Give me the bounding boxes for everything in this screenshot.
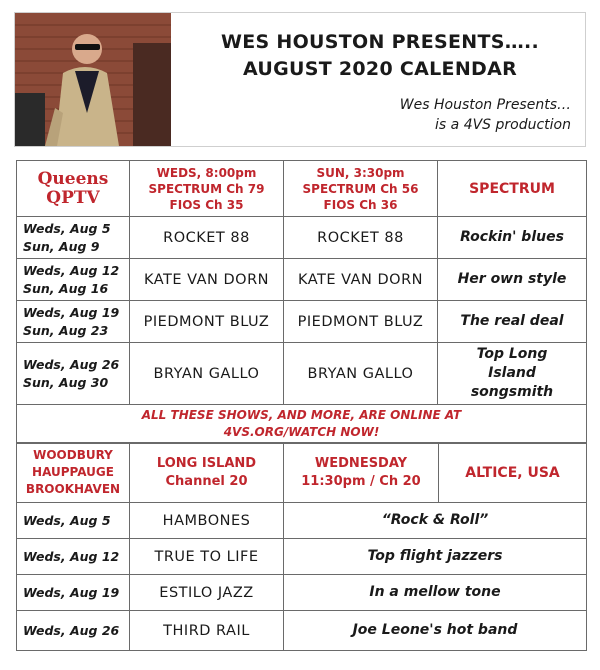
date-line: Weds, Aug 26 xyxy=(23,356,120,372)
date-line: Sun, Aug 16 xyxy=(23,280,109,296)
date-line: Sun, Aug 23 xyxy=(23,322,109,338)
slot-line: FIOS Ch 36 xyxy=(323,197,398,212)
desc-cell xyxy=(438,343,587,405)
show-cell: BRYAN GALLO xyxy=(130,343,284,405)
queens-header-row xyxy=(17,161,587,217)
header xyxy=(14,12,586,147)
table-row xyxy=(17,343,587,405)
host-photo xyxy=(15,13,171,146)
slot-line: SPECTRUM Ch 56 xyxy=(302,181,419,196)
show-cell: THIRD RAIL xyxy=(130,611,284,651)
show-cell: PIEDMONT BLUZ xyxy=(130,301,284,343)
show-cell: ROCKET 88 xyxy=(130,217,284,259)
date-cell xyxy=(17,217,130,259)
sun-slot-header xyxy=(284,161,438,217)
credit-line-2: is a 4VS production xyxy=(435,117,571,133)
table-row xyxy=(17,539,587,575)
date-line: Sun, Aug 30 xyxy=(23,374,109,390)
date-line: Weds, Aug 5 xyxy=(23,220,111,236)
desc-cell: “Rock & Roll” xyxy=(284,503,587,539)
spectrum-header: SPECTRUM xyxy=(438,161,587,217)
online-notice xyxy=(17,405,587,444)
show-cell: KATE VAN DORN xyxy=(284,259,438,301)
desc-cell: Her own style xyxy=(438,259,587,301)
title-line-1: WES HOUSTON PRESENTS….. xyxy=(220,31,540,53)
desc-cell: Joe Leone's hot band xyxy=(284,611,587,651)
station-line: QPTV xyxy=(46,187,100,208)
date-line: Weds, Aug 19 xyxy=(23,304,120,320)
slot-line: WEDS, 8:00pm xyxy=(156,165,257,180)
table-row xyxy=(17,301,587,343)
altice-header: ALTICE, USA xyxy=(465,464,560,481)
desc-line: Island xyxy=(488,365,536,381)
date-cell xyxy=(17,301,130,343)
host-photo-image xyxy=(15,13,171,146)
credit-line-1: Wes Houston Presents… xyxy=(399,97,571,113)
wednesday-slot-header xyxy=(284,444,439,502)
town-name: BROOKHAVEN xyxy=(25,482,121,496)
town-name: WOODBURY xyxy=(33,448,113,462)
towns-cell xyxy=(17,443,130,503)
date-line: Weds, Aug 12 xyxy=(23,262,120,278)
show-cell: ROCKET 88 xyxy=(284,217,438,259)
date-cell: Weds, Aug 5 xyxy=(17,503,130,539)
show-cell: ESTILO JAZZ xyxy=(130,575,284,611)
channel-line: LONG ISLAND xyxy=(156,455,257,471)
longisland-header-row xyxy=(17,443,587,503)
desc-cell: Top flight jazzers xyxy=(284,539,587,575)
show-cell: KATE VAN DORN xyxy=(130,259,284,301)
table-row xyxy=(17,575,587,611)
channel-line: Channel 20 xyxy=(165,473,248,489)
slot-line: SPECTRUM Ch 79 xyxy=(148,181,265,196)
slot-line: FIOS Ch 35 xyxy=(169,197,244,212)
date-cell: Weds, Aug 12 xyxy=(17,539,130,575)
date-cell: Weds, Aug 19 xyxy=(17,575,130,611)
town-name: HAUPPAUGE xyxy=(32,465,114,479)
longisland-schedule-table xyxy=(16,442,587,651)
title-line-2: AUGUST 2020 CALENDAR xyxy=(242,58,518,80)
slot-line: WEDNESDAY xyxy=(314,455,408,471)
desc-line: songsmith xyxy=(470,384,554,400)
desc-cell: Rockin' blues xyxy=(438,217,587,259)
station-line: Queens xyxy=(37,168,109,189)
online-notice-row xyxy=(17,405,587,444)
slot-line: SUN, 3:30pm xyxy=(316,165,405,180)
online-url: 4VS.ORG/WATCH NOW! xyxy=(223,425,380,439)
queens-schedule-table xyxy=(16,160,587,444)
online-line: ALL THESE SHOWS, AND MORE, ARE ONLINE AT xyxy=(141,408,462,422)
show-cell: BRYAN GALLO xyxy=(284,343,438,405)
weds-slot-header xyxy=(130,161,284,217)
desc-cell: In a mellow tone xyxy=(284,575,587,611)
table-row xyxy=(17,217,587,259)
longisland-right-header xyxy=(284,443,587,503)
date-cell xyxy=(17,259,130,301)
slot-line: 11:30pm / Ch 20 xyxy=(301,473,421,489)
table-row xyxy=(17,259,587,301)
show-cell: PIEDMONT BLUZ xyxy=(284,301,438,343)
desc-line: Top Long xyxy=(476,346,548,362)
longisland-channel-header xyxy=(130,443,284,503)
table-row xyxy=(17,611,587,651)
date-cell: Weds, Aug 26 xyxy=(17,611,130,651)
table-row xyxy=(17,503,587,539)
date-line: Sun, Aug 9 xyxy=(23,238,100,254)
show-cell: TRUE TO LIFE xyxy=(130,539,284,575)
queens-station xyxy=(17,161,130,217)
date-cell xyxy=(17,343,130,405)
show-cell: HAMBONES xyxy=(130,503,284,539)
desc-cell: The real deal xyxy=(438,301,587,343)
